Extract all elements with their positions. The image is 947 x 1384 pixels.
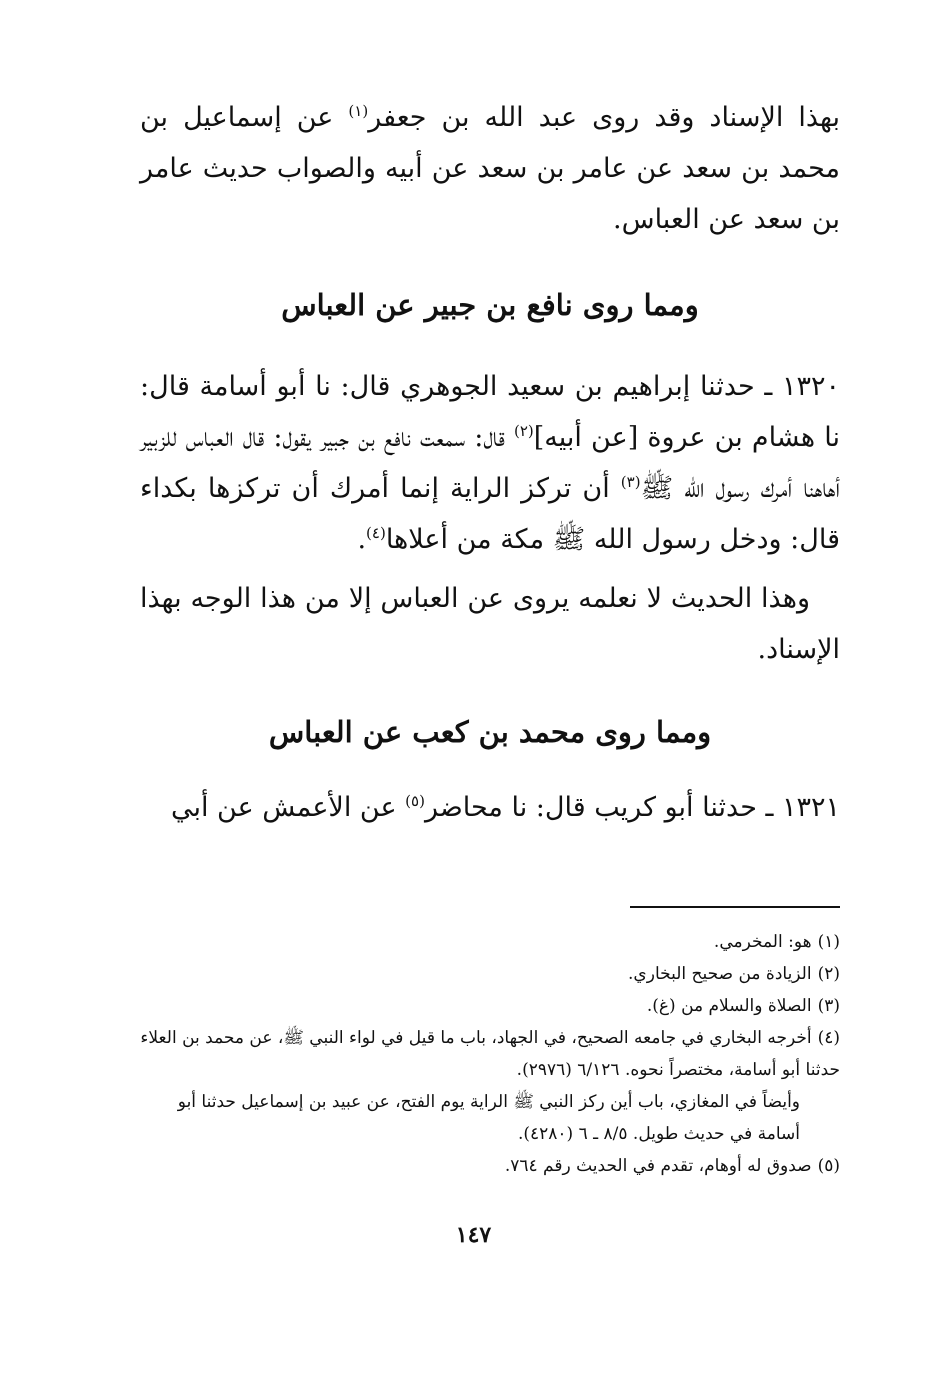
hadith-1320-text-d: .: [357, 524, 367, 555]
footnote-5: [140, 1150, 840, 1182]
footnote-text: أخرجه البخاري في جامعه الصحيح، في الجهاد، باب ما قيل في لواء النبي ﷺ، عن محمد بن العلاء حدثنا أبو أسامة، مختصراً نحوه. ٦/١٢٦ (٢٩٧٦).: [140, 1028, 840, 1080]
footnote-text: هو: المخرمي.: [713, 932, 812, 952]
hadith-1320-text-a: حدثنا إبراهيم بن سعيد الجوهري قال: نا أبو أسامة قال: نا هشام بن عروة [عن أبيه]: [140, 371, 840, 453]
footnote-number: (١): [817, 932, 840, 952]
hadith-number-1321: ١٣٢١ ـ: [765, 792, 840, 823]
footnote-ref-3: (٣): [620, 473, 641, 491]
section-heading-nafi: ومما روى نافع بن جبير عن العباس: [281, 288, 699, 322]
page-number: ١٤٧: [455, 1222, 492, 1248]
footnote-number: (٤): [817, 1028, 840, 1048]
footnote-separator: [630, 906, 840, 908]
footnotes: [140, 926, 840, 1182]
footnote-ref-4: (٤): [366, 524, 386, 542]
main-text: [140, 92, 840, 833]
footnote-text: صدوق له أوهام، تقدم في الحديث رقم ٧٦٤.: [504, 1156, 812, 1176]
hadith-1320-text-c: أن تركز الراية إنما أمرك أن تركزها بكداء قال: ودخل رسول الله ﷺ مكة من أعلاها: [140, 473, 840, 555]
intro-text: بهذا الإسناد وقد روى عبد الله بن جعفر: [368, 102, 840, 133]
footnote-2: [140, 958, 840, 990]
footnote-text: الزيادة من صحيح البخاري.: [628, 964, 812, 984]
hadith-number-1320: ١٣٢٠ ـ: [764, 371, 840, 402]
footnote-number: (٢): [817, 964, 840, 984]
hadith-1320-text-b: قال: سمعت نافع بن جبير يقول: قال العباس للزبير أهاهنا أمرك رسول الله ﷺ: [140, 422, 840, 504]
hadith-1320: [140, 361, 840, 565]
footnote-number: (٥): [817, 1156, 840, 1176]
intro-text-rest: عن إسماعيل بن محمد بن سعد عن عامر بن سعد عن أبيه والصواب حديث عامر بن سعد عن العباس.: [140, 102, 840, 235]
footnote-4: [140, 1022, 840, 1086]
footnote-number: (٣): [817, 996, 840, 1016]
footnote-ref-2: (٢): [513, 422, 534, 440]
hadith-1321-text-a: حدثنا أبو كريب قال: نا محاضر: [424, 792, 757, 823]
footnote-ref-5: (٥): [405, 792, 425, 810]
intro-paragraph: [140, 92, 840, 245]
footnote-1: [140, 926, 840, 958]
hadith-1321: [140, 782, 840, 833]
section-heading-muhammad-ibn-kaab: ومما روى محمد بن كعب عن العباس: [268, 715, 712, 749]
hadith-1321-text-b: عن الأعمش عن أبي: [170, 792, 406, 823]
footnote-3: [140, 990, 840, 1022]
footnote-4-continuation: وأيضاً في المغازي، باب أين ركز النبي ﷺ الراية يوم الفتح، عن عبيد بن إسماعيل حدثنا أبو أسامة في حديث طويل. ٨/٥ ـ ٦ (٤٢٨٠).: [177, 1092, 800, 1144]
footnote-ref-1: (١): [348, 102, 369, 120]
footnote-text: الصلاة والسلام من (غ).: [646, 996, 812, 1016]
hadith-1320-comment: وهذا الحديث لا نعلمه يروى عن العباس إلا من هذا الوجه بهذا الإسناد.: [140, 583, 840, 665]
